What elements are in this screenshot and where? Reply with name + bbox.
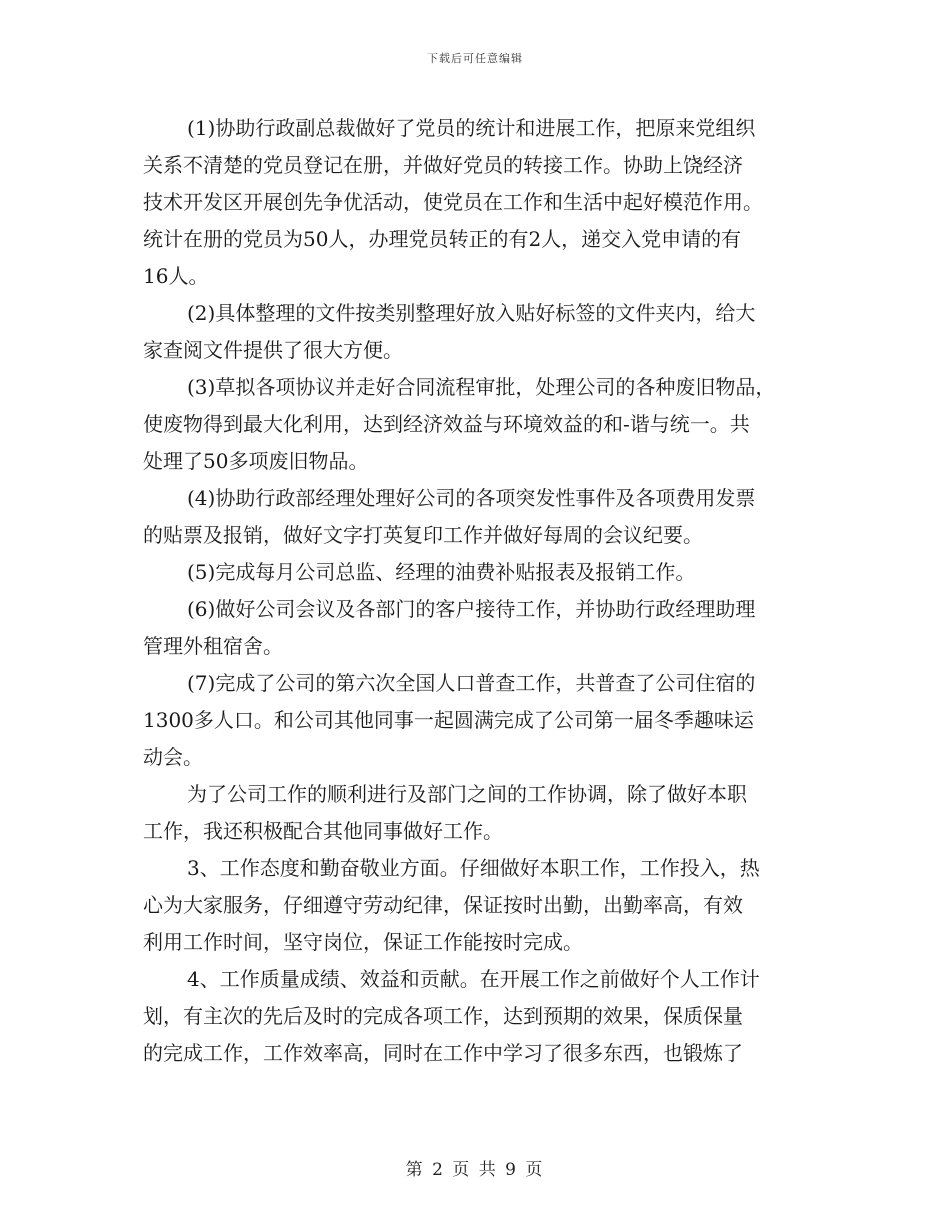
text-line: 利用工作时间，坚守岗位，保证工作能按时完成。 xyxy=(143,930,583,954)
text-line: 16人。 xyxy=(143,264,209,288)
page-number-footer: 第 2 页 共 9 页 xyxy=(405,1160,545,1180)
text-line: 家查阅文件提供了很大方便。 xyxy=(143,338,403,362)
text-line: 划，有主次的先后及时的完成各项工作，达到预期的效果，保质保量 xyxy=(143,1004,743,1028)
text-line: (2)具体整理的文件按类别整理好放入贴好标签的文件夹内，给大 xyxy=(187,301,756,325)
text-line: 使废物得到最大化利用，达到经济效益与环境效益的和-谐与统一。共 xyxy=(143,412,750,436)
text-line: 动会。 xyxy=(143,745,203,769)
text-line: 工作，我还积极配合其他同事做好工作。 xyxy=(143,819,503,843)
text-line: 1300多人口。和公司其他同事一起圆满完成了公司第一届冬季趣味运 xyxy=(143,708,754,732)
text-line: 管理外租宿舍。 xyxy=(143,634,283,658)
text-line: (7)完成了公司的第六次全国人口普查工作，共普查了公司住宿的 xyxy=(187,671,756,695)
text-line: 3、工作态度和勤奋敬业方面。仔细做好本职工作，工作投入，热 xyxy=(187,856,760,880)
document-body xyxy=(143,110,813,1072)
text-line: (5)完成每月公司总监、经理的油费补贴报表及报销工作。 xyxy=(187,560,696,584)
text-line: (3)草拟各项协议并走好合同流程审批，处理公司的各种废旧物品， xyxy=(187,375,776,399)
text-line: (4)协助行政部经理处理好公司的各项突发性事件及各项费用发票 xyxy=(187,486,756,510)
text-line: 心为大家服务，仔细遵守劳动纪律，保证按时出勤，出勤率高，有效 xyxy=(143,893,743,917)
text-line: 的贴票及报销，做好文字打英复印工作并做好每周的会议纪要。 xyxy=(143,523,703,547)
text-line: 关系不清楚的党员登记在册，并做好党员的转接工作。协助上饶经济 xyxy=(143,153,743,177)
text-line: 处理了50多项废旧物品。 xyxy=(143,449,369,473)
text-line: 统计在册的党员为50人，办理党员转正的有2人，递交入党申请的有 xyxy=(143,227,742,251)
page-header: 下载后可任意编辑 xyxy=(427,52,523,65)
text-line: (1)协助行政副总裁做好了党员的统计和进展工作，把原来党组织 xyxy=(187,116,756,140)
text-line: (6)做好公司会议及各部门的客户接待工作，并协助行政经理助理 xyxy=(187,597,756,621)
text-line: 技术开发区开展创先争优活动，使党员在工作和生活中起好模范作用。 xyxy=(143,190,763,214)
text-line: 的完成工作，工作效率高，同时在工作中学习了很多东西，也锻炼了 xyxy=(143,1041,743,1065)
text-line: 4、工作质量成绩、效益和贡献。在开展工作之前做好个人工作计 xyxy=(187,967,760,991)
text-line: 为了公司工作的顺利进行及部门之间的工作协调，除了做好本职 xyxy=(187,782,747,806)
